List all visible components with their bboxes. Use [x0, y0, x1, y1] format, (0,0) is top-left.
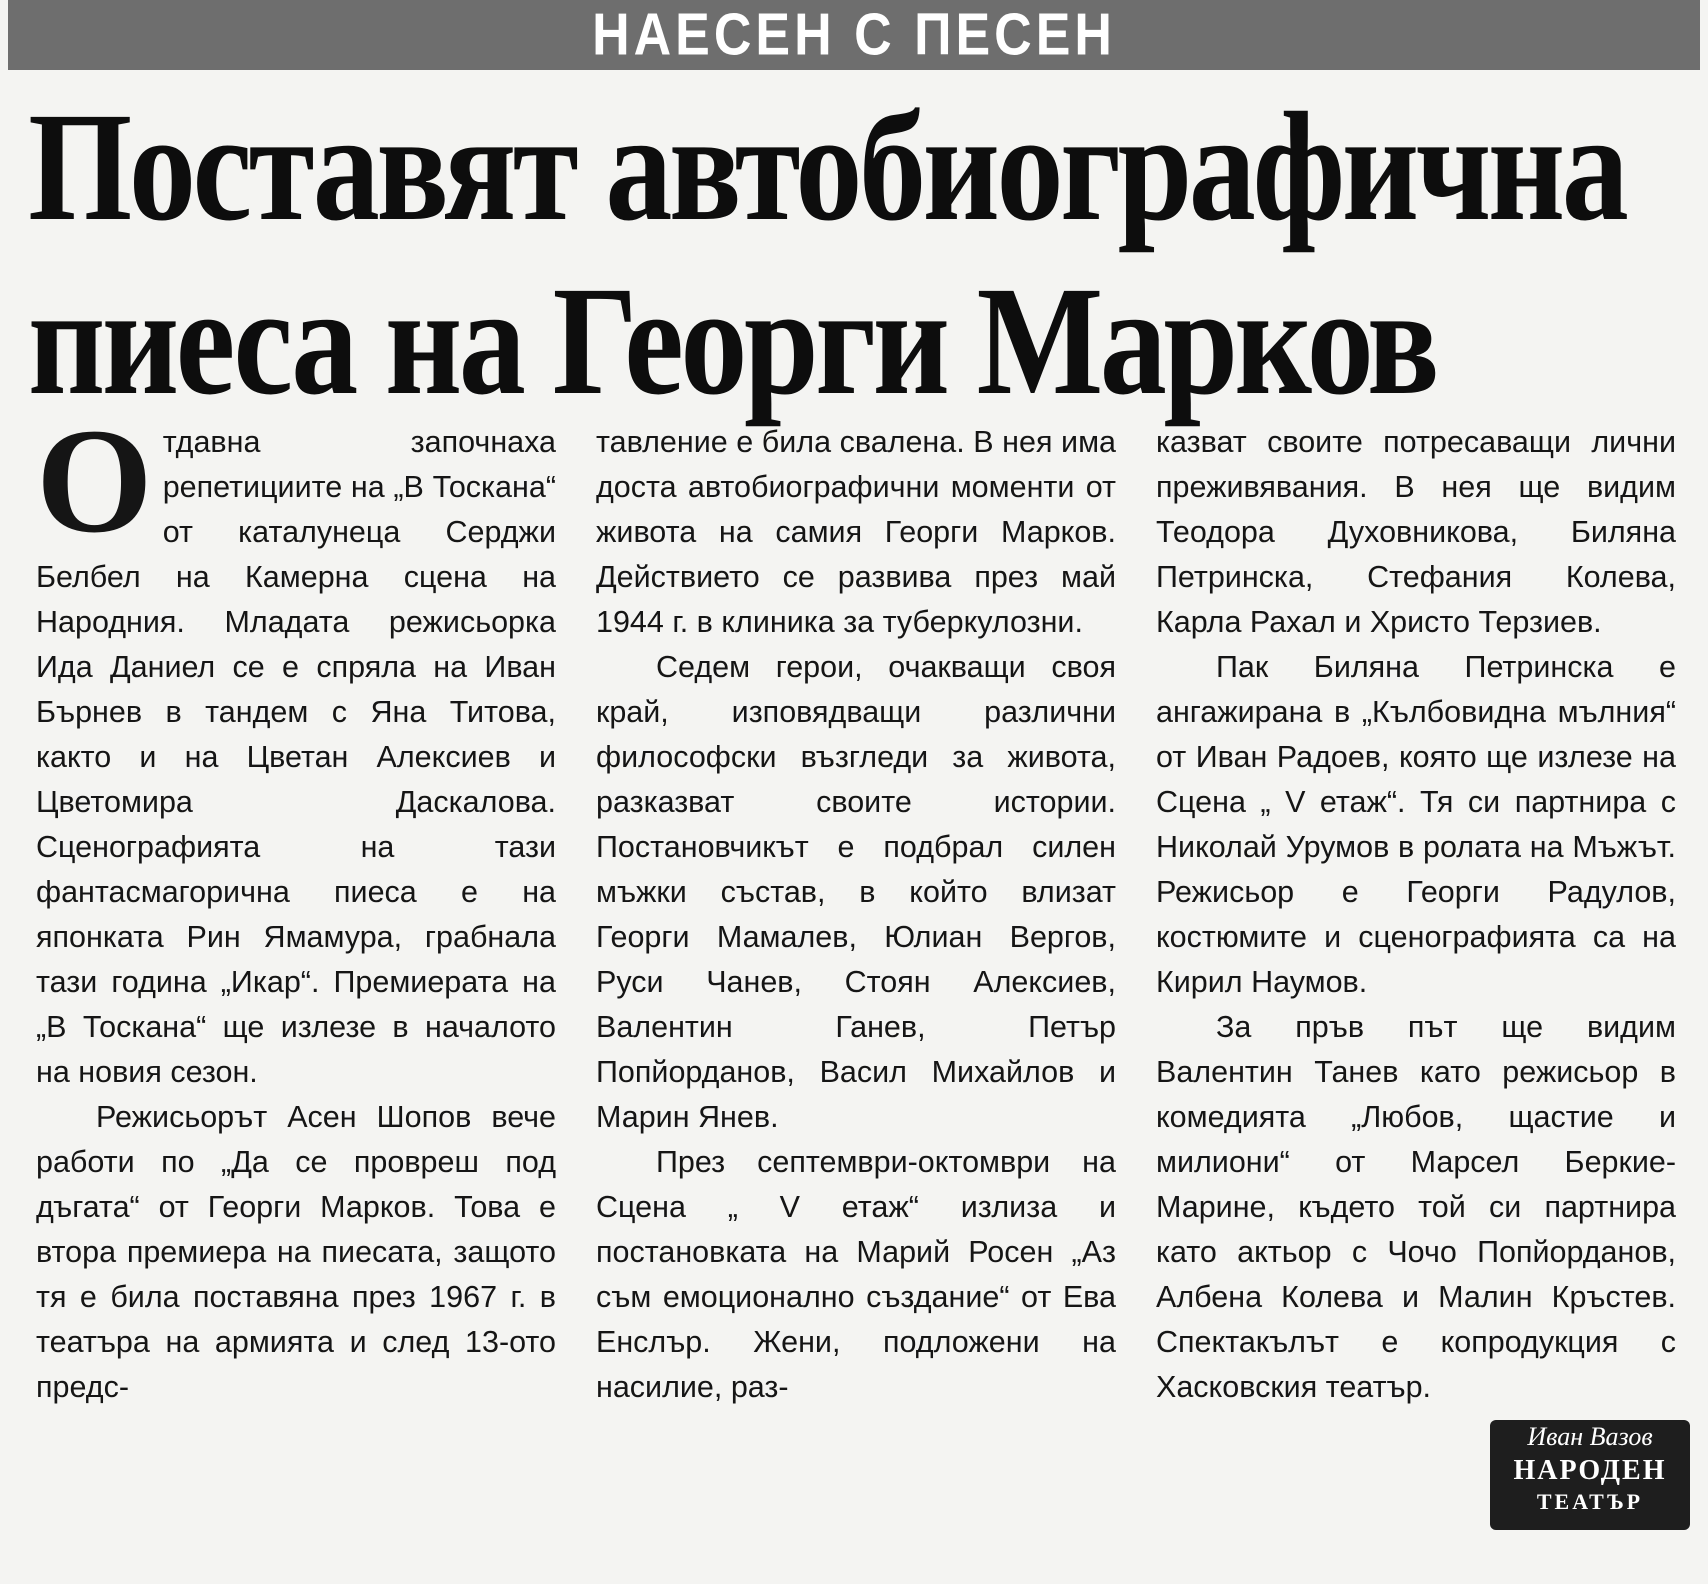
article-body: [36, 398, 1676, 1570]
logo-line-1: НАРОДЕН: [1513, 1455, 1667, 1486]
paragraph: казват своите потресаващи лични преживявания. В нея ще видим Теодора Духовникова, Биляна Петринска, Стефания Колева, Карла Рахал и Христо Терзиев.: [1156, 425, 1676, 639]
paragraph: За пръв път ще видим Валентин Танев като режисьор в комедията „Любов, щастие и милиони“ от Марсел Беркие-Марине, където той си партнира като актьор с Чочо Попйорданов, Албена Колева и Малин Кръстев. Спектакълът е копродукция с Хасковския театър.: [1156, 1010, 1676, 1404]
paragraph: Режисьорът Асен Шопов вече работи по „Да се провреш под дъгата“ от Георги Марков. Това е втора премиера на пиесата, защото тя е била поставяна през 1967 г. в театъра на армията и след 13-ото предс-: [36, 1100, 556, 1404]
headline-line-2: пиеса на Георги Марков: [28, 254, 1437, 427]
drop-cap: О: [36, 398, 153, 564]
logo-signature: Иван Вазов: [1527, 1422, 1653, 1451]
section-rubric: [8, 0, 1700, 70]
paragraph: тавление е била свалена. В нея има доста автобиографични моменти от живота на самия Георги Марков. Действието се развива през май 1944 г. в клиника за туберкулозни.: [596, 425, 1116, 639]
paragraph: [36, 398, 556, 1095]
paragraph: През септември-октомври на Сцена „ V етаж“ излиза и постановката на Марий Росен „Аз съм емоционално създание“ от Ева Енслър. Жени, подложени на насилие, раз-: [596, 1145, 1116, 1404]
article-column-1: [36, 398, 556, 1570]
article-headline: [28, 80, 1688, 428]
headline-line-1: Поставят автобиографична: [28, 80, 1626, 253]
article-column-2: [596, 420, 1116, 1570]
paragraph: Пак Биляна Петринска е ангажирана в „Кълбовидна мълния“ от Иван Радоев, която ще излезе на Сцена „ V етаж“. Тя си партнира с Николай Урумов в ролата на Мъжът. Режисьор е Георги Радулов, костюмите и сценографията са на Кирил Наумов.: [1156, 650, 1676, 999]
paragraph-text: тдавна започнаха репетициите на „В Тоскана“ от каталунеца Серджи Белбел на Камерна сцена на Народния. Младата режисьорка Ида Даниел се е спряла на Иван Бърнев в тандем с Яна Титова, както и на Цветан Алексиев и Цветомира Даскалова. Сценографията на тази фантасмагорична пиеса е на японката Рин Ямамура, грабнала тази година „Икар“. Премиерата на „В Тоскана“ ще излезе в началото на новия сезон.: [36, 425, 556, 1089]
rubric-text: НАЕСЕН С ПЕСЕН: [592, 1, 1116, 69]
national-theatre-logo: [1490, 1420, 1690, 1530]
logo-line-2: ТЕАТЪР: [1536, 1489, 1644, 1514]
article-column-3: [1156, 420, 1676, 1570]
paragraph: Седем герои, очакващи своя край, изповядващи различни философски възгледи за живота, разказват своите истории. Постановчикът е подбрал силен мъжки състав, в който влизат Георги Мамалев, Юлиан Вергов, Руси Чанев, Стоян Алексиев, Валентин Ганев, Петър Попйорданов, Васил Михайлов и Марин Янев.: [596, 650, 1116, 1134]
